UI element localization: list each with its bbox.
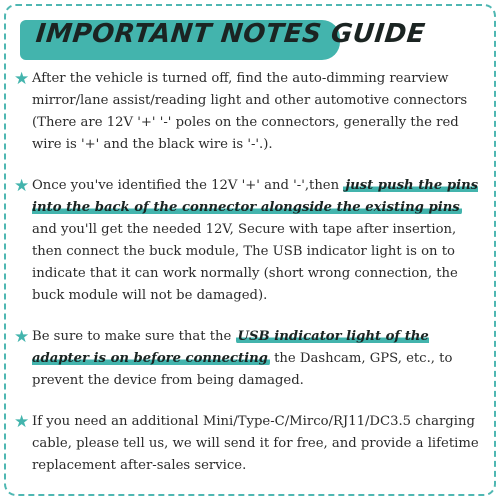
note-item <box>14 326 486 392</box>
note-text-after: and you'll get the needed 12V, Secure with tape after insertion, then connect the buck module, The USB indicator light is on to indicate that it can work normally (short wrong connection, the buck module will not be damaged). <box>32 222 458 303</box>
star-icon: ★ <box>14 412 30 432</box>
star-icon: ★ <box>14 327 30 347</box>
note-item <box>14 175 486 307</box>
page-title: IMPORTANT NOTES GUIDE <box>34 19 427 49</box>
note-item <box>14 411 486 477</box>
note-text-before: Once you've identified the 12V '+' and '-',then <box>32 178 344 193</box>
note-highlight: USB indicator light of the adapter is on before connecting <box>32 329 429 366</box>
star-icon: ★ <box>14 69 30 89</box>
star-icon: ★ <box>14 176 30 196</box>
note-text: After the vehicle is turned off, find the auto-dimming rearview mirror/lane assist/reading light and other automotive connectors (There are 12V '+' '-' poles on the connectors, generally the red wire is '+' and the black wire is '-'.). <box>32 71 468 152</box>
note-highlight: just push the pins into the back of the connector alongside the existing pins <box>32 178 479 215</box>
note-text-after: the Dashcam, GPS, etc., to prevent the device from being damaged. <box>32 351 453 388</box>
note-text-before: Be sure to make sure that the <box>32 329 236 344</box>
note-text: If you need an additional Mini/Type-C/Mirco/RJ11/DC3.5 charging cable, please tell us, we will send it for free, and provide a lifetime replacement after-sales service. <box>32 414 479 473</box>
note-item <box>14 68 486 156</box>
